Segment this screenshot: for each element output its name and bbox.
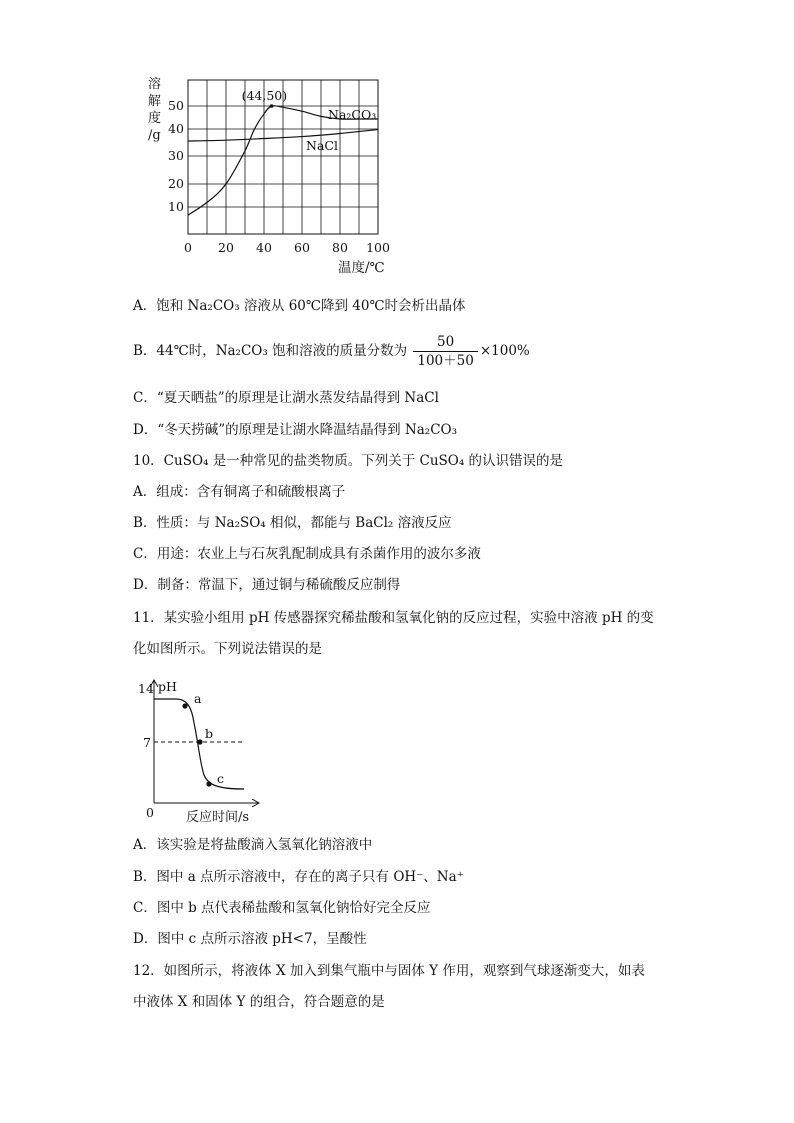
q9-fraction-denominator: 100＋50 (417, 353, 474, 369)
q12-stem-line2: 中液体 X 和固体 Y 的组合，符合题意的是 (133, 994, 385, 1010)
q9-option-b-prefix: B．44℃时，Na₂CO₃ 饱和溶液的质量分数为 (133, 343, 408, 359)
q10-option-c: C．用途：农业上与石灰乳配制成具有杀菌作用的波尔多液 (133, 546, 481, 562)
q10-stem: 10．CuSO₄ 是一种常见的盐类物质。下列关于 CuSO₄ 的认识错误的是 (133, 453, 564, 469)
q9-option-b-suffix: ×100% (479, 343, 530, 359)
ph-origin-label: 0 (146, 805, 154, 820)
y-tick-label: 10 (168, 199, 184, 214)
x-tick-label: 40 (256, 240, 272, 255)
q10-option-b: B．性质：与 Na₂SO₄ 相似，都能与 BaCl₂ 溶液反应 (133, 515, 452, 531)
solubility-ylabel-4: /g (148, 128, 161, 143)
q10-option-d: D．制备：常温下，通过铜与稀硫酸反应制得 (133, 577, 401, 593)
ph-point-a-label: a (194, 691, 202, 706)
q11-option-c: C．图中 b 点代表稀盐酸和氢氧化钠恰好完全反应 (133, 900, 431, 916)
q11-option-d: D．图中 c 点所示溶液 pH<7，呈酸性 (133, 931, 367, 947)
y-tick-label: 50 (168, 98, 184, 113)
x-tick-label: 100 (366, 240, 390, 255)
ph-y14-label: 14 (138, 681, 154, 696)
y-tick-label: 20 (168, 176, 184, 191)
ph-point-b-label: b (205, 726, 214, 741)
q9-fraction-numerator: 50 (413, 334, 477, 352)
x-tick-label: 60 (294, 240, 310, 255)
na2co3-label: Na₂CO₃ (328, 107, 377, 122)
x-tick-label: 20 (218, 240, 234, 255)
nacl-label: NaCl (306, 138, 338, 153)
solubility-xlabel: 温度/℃ (338, 260, 385, 276)
solubility-ylabel-2: 解 (148, 94, 162, 109)
peak-point (270, 104, 274, 108)
q11-option-b: B．图中 a 点所示溶液中，存在的离子只有 OH⁻、Na⁺ (133, 869, 464, 885)
ph-xlabel: 反应时间/s (186, 810, 250, 825)
ph-point-a (182, 703, 187, 708)
solubility-xticks (184, 240, 390, 255)
q9-option-b (133, 332, 530, 370)
q11-option-a: A．该实验是将盐酸滴入氢氧化钠溶液中 (133, 837, 373, 853)
solubility-yticks (168, 98, 184, 214)
q9-fraction (413, 334, 477, 369)
peak-label: (44,50) (241, 88, 288, 103)
ph-point-b (197, 739, 202, 744)
solubility-chart (140, 70, 410, 280)
q11-stem-line2: 化如图所示。下列说法错误的是 (133, 641, 322, 657)
q9-option-d: D．“冬天捞碱”的原理是让湖水降温结晶得到 Na₂CO₃ (133, 422, 457, 438)
solubility-grid (188, 80, 378, 234)
solubility-ylabel-3: 度 (148, 111, 162, 126)
q9-option-a: A．饱和 Na₂CO₃ 溶液从 60℃降到 40℃时会析出晶体 (133, 298, 466, 314)
q12-stem-line1: 12．如图所示，将液体 X 加入到集气瓶中与固体 Y 作用，观察到气球逐渐变大，如表 (133, 963, 645, 979)
ph-chart (130, 675, 270, 825)
ph-point-c-label: c (217, 771, 225, 786)
x-tick-label: 80 (332, 240, 348, 255)
ph-point-c (206, 781, 211, 786)
q9-option-c: C．“夏天晒盐”的原理是让湖水蒸发结晶得到 NaCl (133, 390, 439, 406)
ph-y7-label: 7 (143, 735, 151, 750)
q10-option-a: A．组成：含有铜离子和硫酸根离子 (133, 484, 346, 500)
y-tick-label: 30 (168, 148, 184, 163)
ph-ylabel: pH (158, 679, 177, 694)
q11-stem-line1: 11．某实验小组用 pH 传感器探究稀盐酸和氢氧化钠的反应过程，实验中溶液 pH 的变 (133, 610, 654, 626)
solubility-ylabel-1: 溶 (148, 77, 162, 92)
x-tick-label: 0 (184, 240, 192, 255)
y-tick-label: 40 (168, 121, 184, 136)
